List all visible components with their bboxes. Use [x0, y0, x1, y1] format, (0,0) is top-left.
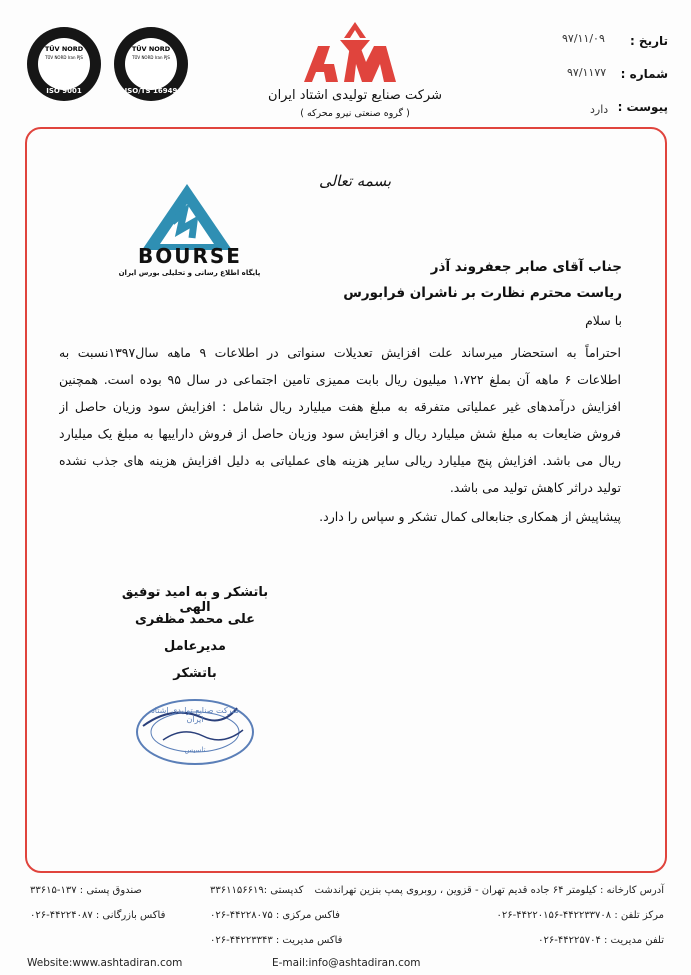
footer-management-fax: فاکس مدیریت : ۴۴۲۲۳۳۴۳-۰۲۶ [210, 935, 343, 946]
recipient-name: جناب آقای صابر جعفروند آذر [430, 259, 622, 275]
date-value: ۹۷/۱۱/۰۹ [562, 32, 605, 45]
iso-9001-seal: TÜV NORD TÜV NORD Iran PJS ISO 9001 [27, 27, 101, 101]
signatory-title: مدیرعامل [164, 639, 226, 654]
attachment-value: دارد [590, 103, 609, 116]
greeting: با سلام [585, 313, 622, 328]
closing-thanks: باتشکر [173, 666, 217, 681]
body-line-2: اطلاعات ۶ ماهه آن بملغ ۱،۷۲۲ میلیون ریال بابت ممیزی تامین اجتماعی در سال ۹۵ بوده است. همچنین [59, 372, 621, 387]
body-line-6: تولید دراثر کاهش تولید می باشد. [449, 480, 621, 495]
company-name: شرکت صنایع تولیدی اشتاد ایران [268, 88, 442, 103]
stamp-text: شرکت صنایع تولیدی اشتاد ایران [151, 706, 239, 724]
footer-center-phone: مرکز تلفن : ۴۴۲۲۳۳۷۰۸-۴۴۲۲۰۱۵۶-۰۲۶ [496, 910, 664, 921]
attachment-label: پیوست : [617, 100, 668, 114]
company-logo [300, 20, 410, 86]
body-line-5: ریال می باشد. افزایش پنج میلیارد ریالی سایر هزینه های عملیاتی به دلیل افزایش هزینه های جذب نشده [59, 453, 621, 468]
invocation: بسمه تعالی [318, 172, 392, 190]
body-line-1: احتراماً به استحضار میرساند علت افزایش تعدیلات سنواتی در اطلاعات ۹ ماهه سال۱۳۹۷نسبت به [59, 345, 621, 360]
body-line-4: فروش ضایعات به مبلغ شش میلیارد ریال و افزایش سود وزیان حاصل از فروش داراییها به مبلغ یک میلیارد [59, 426, 621, 441]
stamp-sub: تاسیس [184, 746, 206, 754]
recipient-title: ریاست محترم نظارت بر ناشران فرابورس [343, 285, 622, 301]
footer-email-link[interactable]: E-mail:info@ashtadiran.com [272, 957, 421, 969]
bourse-caption: پایگاه اطلاع رسانی و تحلیلی بورس ایران [118, 269, 261, 277]
footer-postal-code: کدپستی :۳۳۶۱۱۵۶۶۱۹ [210, 885, 304, 896]
footer-po-box: صندوق پستی : ۱۳۷-۳۳۶۱۵ [30, 885, 142, 896]
signatory-name: علی محمد مظفری [134, 612, 256, 627]
footer-commercial-fax: فاکس بازرگانی : ۴۴۲۲۴۰۸۷-۰۲۶ [30, 910, 166, 921]
number-label: شماره : [620, 67, 668, 81]
letter-frame [25, 127, 667, 873]
footer-central-fax: فاکس مرکزی : ۴۴۲۲۸۰۷۵-۰۲۶ [210, 910, 340, 921]
closing-line: باتشکر و به امید توفیق الهی [121, 585, 269, 615]
bourse-logo-icon [132, 182, 242, 252]
company-group: ( گروه صنعتی نیرو محرکه ) [300, 108, 410, 119]
footer-website-link[interactable]: Website:www.ashtadiran.com [27, 957, 183, 969]
bourse-name: BOURSE [138, 244, 242, 268]
body-line-3: افزایش درآمدهای غیر عملیاتی متفرقه به مبلغ هفت میلیارد ریال شامل : افزایش سود وزیان حاصل از [59, 399, 621, 414]
number-value: ۹۷/۱۱۷۷ [567, 66, 607, 79]
footer-management-phone: تلفن مدیریت : ۴۴۲۲۵۷۰۴-۰۲۶ [538, 935, 664, 946]
date-label: تاریخ : [629, 34, 668, 48]
company-stamp [133, 696, 257, 768]
iso-ts-16949-seal: TÜV NORD TÜV NORD Iran PJS ISO/TS 16949 [114, 27, 188, 101]
footer-address: آدرس کارخانه : کیلومتر ۶۴ جاده قدیم تهران - قزوین ، روبروی پمپ بنزین تهراندشت [314, 885, 664, 896]
body-line-7: پیشاپیش از همکاری جنابعالی کمال تشکر و سپاس را دارد. [319, 509, 621, 524]
